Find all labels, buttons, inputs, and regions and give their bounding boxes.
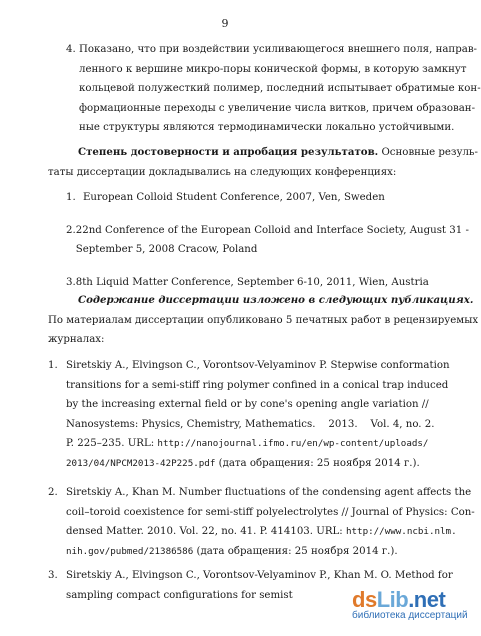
publications-intro-line-1: По материалам диссертации опубликовано 5 печатных работ в рецензируемых xyxy=(48,314,479,326)
pub2-line-1: Siretskiy A., Khan M. Number fluctuations of the condensing agent affects the xyxy=(66,487,472,498)
conference-text-1: European Colloid Student Conference, 2007, Ven, Sweden xyxy=(83,192,385,203)
conference-2-line-2: September 5, 2008 Cracow, Poland xyxy=(75,244,258,255)
publication-1 xyxy=(48,356,450,473)
publications-intro-line-2: журналах: xyxy=(48,334,105,345)
approbation-line-1-rest: Основные резуль- xyxy=(378,147,478,158)
conference-2-line-1: 22nd Conference of the European Colloid and Interface Society, August 31 - xyxy=(75,224,469,236)
publication-2 xyxy=(48,483,475,561)
pub1-line-5-text: P. 225–235. URL: xyxy=(66,438,158,449)
publication-text-1 xyxy=(66,356,450,473)
approbation-heading: Степень достоверности и апробация результатов. xyxy=(78,146,379,158)
approbation-line-2: таты диссертации докладывались на следующих конференциях: xyxy=(48,166,397,178)
conference-num-2: 2. xyxy=(66,224,76,236)
conference-num-3: 3. xyxy=(66,276,76,288)
publications-heading: Содержание диссертации изложено в следующих публикациях. xyxy=(78,294,474,306)
conference-list xyxy=(66,188,469,292)
item4-line-4: формационные переходы с увеличение числа витков, причем образован- xyxy=(79,102,476,114)
publication-num-1: 1. xyxy=(48,360,58,371)
pub1-url-part-2[interactable]: 2013/04/NPCM2013-42P225.pdf xyxy=(66,457,216,469)
pub2-line-3-text: densed Matter. 2010. Vol. 22, no. 41. P. 414103. URL: xyxy=(66,526,346,537)
conference-item-2 xyxy=(66,221,469,260)
pub1-line-6-text: (дата обращения: 25 ноября 2014 г.). xyxy=(215,457,420,469)
dslib-logo-net: .net xyxy=(408,587,446,612)
page-number: 9 xyxy=(221,17,229,30)
item4-line-3: кольцевой полужесткий полимер, последний испытывает обратимые кон- xyxy=(79,83,481,94)
conference-item-1 xyxy=(66,188,428,208)
conference-num-1: 1. xyxy=(66,192,76,203)
item4-line-1: 4. Показано, что при воздействии усиливающегося внешнего поля, направ- xyxy=(66,44,477,55)
pub1-line-2: transitions for a semi-stiff ring polymer confined in a conical trap induced xyxy=(66,379,449,391)
result-item-4 xyxy=(66,40,481,138)
pub1-line-6 xyxy=(66,454,428,474)
item4-line-2: ленного к вершине микро-поры конической формы, в которую замкнут xyxy=(79,63,467,75)
publication-text-2 xyxy=(66,483,475,561)
conference-text-3: 8th Liquid Matter Conference, September 6-10, 2011, Wien, Austria xyxy=(75,276,429,288)
dslib-logo-ds: ds xyxy=(352,587,377,612)
approbation-paragraph xyxy=(48,143,478,182)
pub2-line-4-text: (дата обращения: 25 ноября 2014 г.). xyxy=(193,545,398,557)
publication-num-2: 2. xyxy=(48,487,58,498)
pub2-url-part-1[interactable]: http://www.ncbi.nlm. xyxy=(345,526,457,537)
publication-num-3: 3. xyxy=(48,570,58,581)
item4-line-5: ные структуры являются термодинамически локально устойчивыми. xyxy=(79,122,455,133)
dslib-watermark[interactable] xyxy=(352,587,468,633)
pub1-line-5 xyxy=(66,434,428,454)
pub2-line-2: coil–toroid coexistence for semi-stiff polyelectrolytes // Journal of Physics: Con- xyxy=(66,506,475,518)
pub2-line-4 xyxy=(66,542,428,562)
conference-text-2 xyxy=(76,221,469,260)
dslib-tagline: библиотека диссертаций xyxy=(352,610,468,621)
pub1-line-1: Siretskiy A., Elvingson C., Vorontsov-Velyaminov P. Stepwise conformation xyxy=(66,360,450,371)
dslib-logo-lib: Lib xyxy=(376,587,409,612)
pub2-line-3 xyxy=(66,522,457,542)
pub2-url-part-2[interactable]: nih.gov/pubmed/21386586 xyxy=(66,545,194,557)
pub3-line-1: Siretskiy A., Elvingson C., Vorontsov-Velyaminov P., Khan M. O. Method for xyxy=(66,570,453,581)
pub3-line-2: sampling compact configurations for semist xyxy=(66,589,293,601)
pub1-line-3: by the increasing external field or by cone's opening angle variation // xyxy=(66,399,429,410)
publications-heading-line xyxy=(48,291,474,311)
publications-intro xyxy=(48,291,479,350)
pub1-url-part-1[interactable]: http://nanojournal.ifmo.ru/en/wp-content/uploads/ xyxy=(157,438,429,449)
pub1-line-4: Nanosystems: Physics, Chemistry, Mathematics. 2013. Vol. 4, no. 2. xyxy=(66,418,435,430)
approbation-line-1 xyxy=(48,143,478,163)
conference-item-3 xyxy=(66,273,428,293)
